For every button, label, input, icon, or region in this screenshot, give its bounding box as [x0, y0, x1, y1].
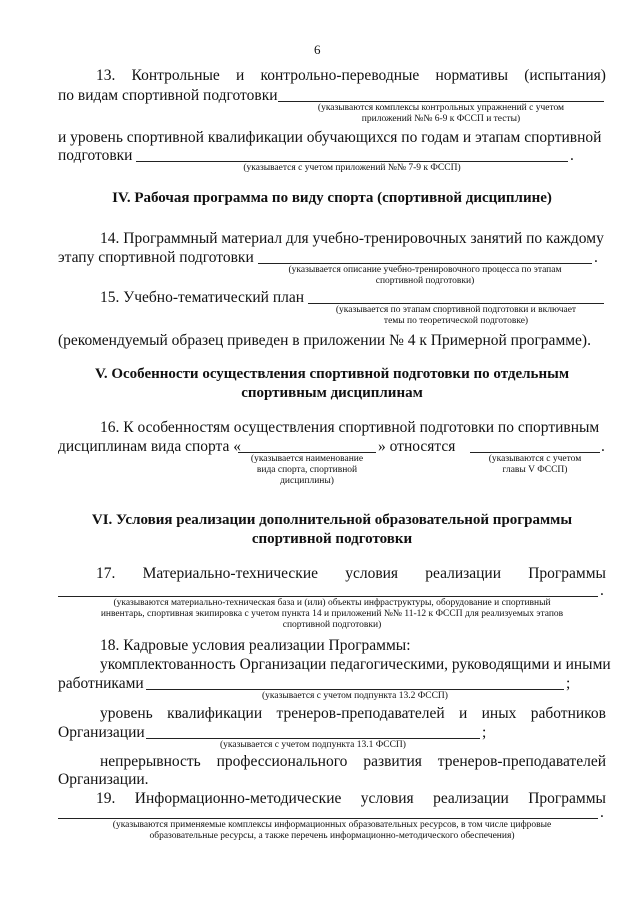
item-17-word: Материально-технические	[142, 565, 318, 582]
note-line: вида спорта, спортивной	[256, 465, 358, 475]
item-17-word: 17.	[96, 565, 116, 582]
item-16-line-2-mid: » относятся	[378, 438, 456, 455]
item-18-line-4	[100, 704, 606, 723]
item-16-line-1: 16. К особенностям осуществления спортивной подготовки по спортивным	[100, 419, 600, 436]
item-17-line-end: .	[600, 582, 604, 599]
item-15-line-1: 15. Учебно-тематический план	[100, 289, 305, 306]
item-19-line-end: .	[600, 804, 604, 821]
item-13-note-2: (указывается с учетом приложений №№ 7-9 к ФССП)	[243, 163, 461, 173]
item-15-note	[308, 305, 604, 327]
blank-line	[258, 263, 592, 264]
item-18-word: непрерывность	[100, 753, 201, 770]
item-19-word: условия	[360, 790, 414, 807]
item-16-line-2-start: дисциплинам вида спорта «	[58, 438, 242, 455]
item-13-line-1	[96, 66, 606, 85]
item-18-word: иных	[481, 705, 517, 722]
section-vi-title-line-1: VI. Условия реализации дополнительной образовательной программы	[91, 512, 573, 528]
section-v-title-line-2: спортивным дисциплинам	[241, 385, 423, 401]
item-18-line-7: Организации.	[58, 771, 149, 788]
blank-line	[58, 818, 598, 819]
item-19-line-1	[96, 789, 606, 808]
item-19-word: 19.	[96, 790, 116, 807]
section-iv-title: IV. Рабочая программа по виду спорта (спортивной дисциплине)	[112, 190, 552, 206]
item-18-line-5: Организации	[58, 724, 145, 741]
item-19-word: Информационно-методические	[134, 790, 342, 807]
note-line: (указываются с учетом	[488, 454, 582, 464]
item-18-word: развития	[363, 753, 422, 770]
blank-line	[238, 452, 376, 453]
note-line: спортивной подготовки)	[282, 620, 382, 630]
item-19-note	[58, 820, 606, 842]
item-18-word: тренеров-преподавателей	[276, 705, 445, 722]
item-13-word: (испытания)	[524, 67, 606, 84]
page-number: 6	[314, 42, 321, 57]
item-13-note-1	[278, 103, 604, 125]
note-line: главы V ФССП)	[502, 465, 568, 475]
item-17-note	[58, 598, 606, 631]
section-v-title-line-1: V. Особенности осуществления спортивной подготовки по отдельным	[94, 366, 570, 382]
item-14-line-2: этапу спортивной подготовки	[58, 249, 254, 266]
item-18-word: квалификации	[167, 705, 263, 722]
item-18-line-3: работниками	[58, 675, 144, 692]
item-16-note-left	[236, 454, 378, 487]
blank-line	[58, 596, 598, 597]
item-13-word: и	[235, 67, 245, 84]
note-line: спортивной подготовки)	[375, 276, 475, 286]
blank-line	[308, 303, 604, 304]
item-18-line-3-end: ;	[566, 675, 571, 692]
item-17-word: Программы	[528, 565, 606, 582]
item-13-line-2: по видам спортивной подготовки	[58, 87, 278, 104]
item-16-note-right	[468, 454, 602, 476]
note-line: (указываются комплексы контрольных упражнений с учетом	[317, 103, 565, 113]
item-15-line-2: (рекомендуемый образец приведен в приложении № 4 к Примерной программе).	[58, 332, 591, 349]
note-line: дисциплины)	[280, 476, 334, 486]
item-18-line-2: укомплектованность Организации педагогическими, руководящими и иными	[100, 656, 611, 673]
item-18-note-1: (указывается с учетом подпункта 13.2 ФССП)	[262, 691, 448, 701]
item-13-word: нормативы	[435, 67, 509, 84]
item-18-line-5-end: ;	[482, 724, 487, 741]
note-line: приложений №№ 6-9 к ФССП и тесты)	[361, 114, 521, 124]
note-line: (указывается описание учебно-тренировочного процесса по этапам	[288, 265, 562, 275]
blank-line	[146, 689, 564, 690]
item-18-line-1: 18. Кадровые условия реализации Программы:	[100, 637, 411, 654]
note-line: инвентарь, спортивная экипировка с учетом пункта 14 и приложений №№ 11-12 к ФССП для реализуемых этапов	[100, 609, 564, 619]
note-line: образовательные ресурсы, а также перечень информационно-методического обеспечения)	[149, 831, 515, 841]
item-16-line-2-end: .	[601, 438, 605, 455]
blank-line	[146, 738, 480, 739]
note-line: темы по теоретической подготовке)	[383, 316, 529, 326]
item-18-word: тренеров-преподавателей	[437, 753, 606, 770]
item-13-word: Контрольные	[131, 67, 220, 84]
item-13-line-4-end: .	[570, 147, 574, 164]
section-vi-title-line-2: спортивной подготовки	[251, 531, 413, 547]
item-13-word: контрольно-переводные	[260, 67, 420, 84]
item-14-line-1: 14. Программный материал для учебно-тренировочных занятий по каждому	[100, 230, 604, 247]
note-line: (указываются материально-техническая база и (или) объекты инфраструктуры, оборудование и спортивный	[113, 598, 551, 608]
item-14-note	[258, 265, 592, 287]
note-line: (указывается наименование	[250, 454, 364, 464]
item-18-word: профессионального	[216, 753, 348, 770]
item-18-line-6	[100, 752, 606, 771]
blank-line	[470, 452, 600, 453]
item-14-line-2-end: .	[594, 249, 598, 266]
item-18-word: работников	[530, 705, 606, 722]
item-13-line-3: и уровень спортивной квалификации обучающихся по годам и этапам спортивной	[58, 129, 602, 146]
item-18-note-2: (указывается с учетом подпункта 13.1 ФССП)	[220, 740, 406, 750]
item-19-word: реализации	[433, 790, 509, 807]
item-17-line-1	[96, 564, 606, 583]
item-18-word: уровень	[100, 705, 153, 722]
item-19-word: Программы	[528, 790, 606, 807]
item-13-word: 13.	[96, 67, 116, 84]
note-line: (указываются применяемые комплексы информационных образовательных ресурсов, в том числе цифровые	[112, 820, 552, 830]
item-13-line-4: подготовки	[58, 147, 133, 164]
blank-line	[278, 101, 604, 102]
blank-line	[136, 161, 568, 162]
item-17-word: реализации	[425, 565, 502, 582]
note-line: (указывается по этапам спортивной подготовки и включает	[335, 305, 577, 315]
item-18-word: и	[459, 705, 468, 722]
item-17-word: условия	[345, 565, 399, 582]
